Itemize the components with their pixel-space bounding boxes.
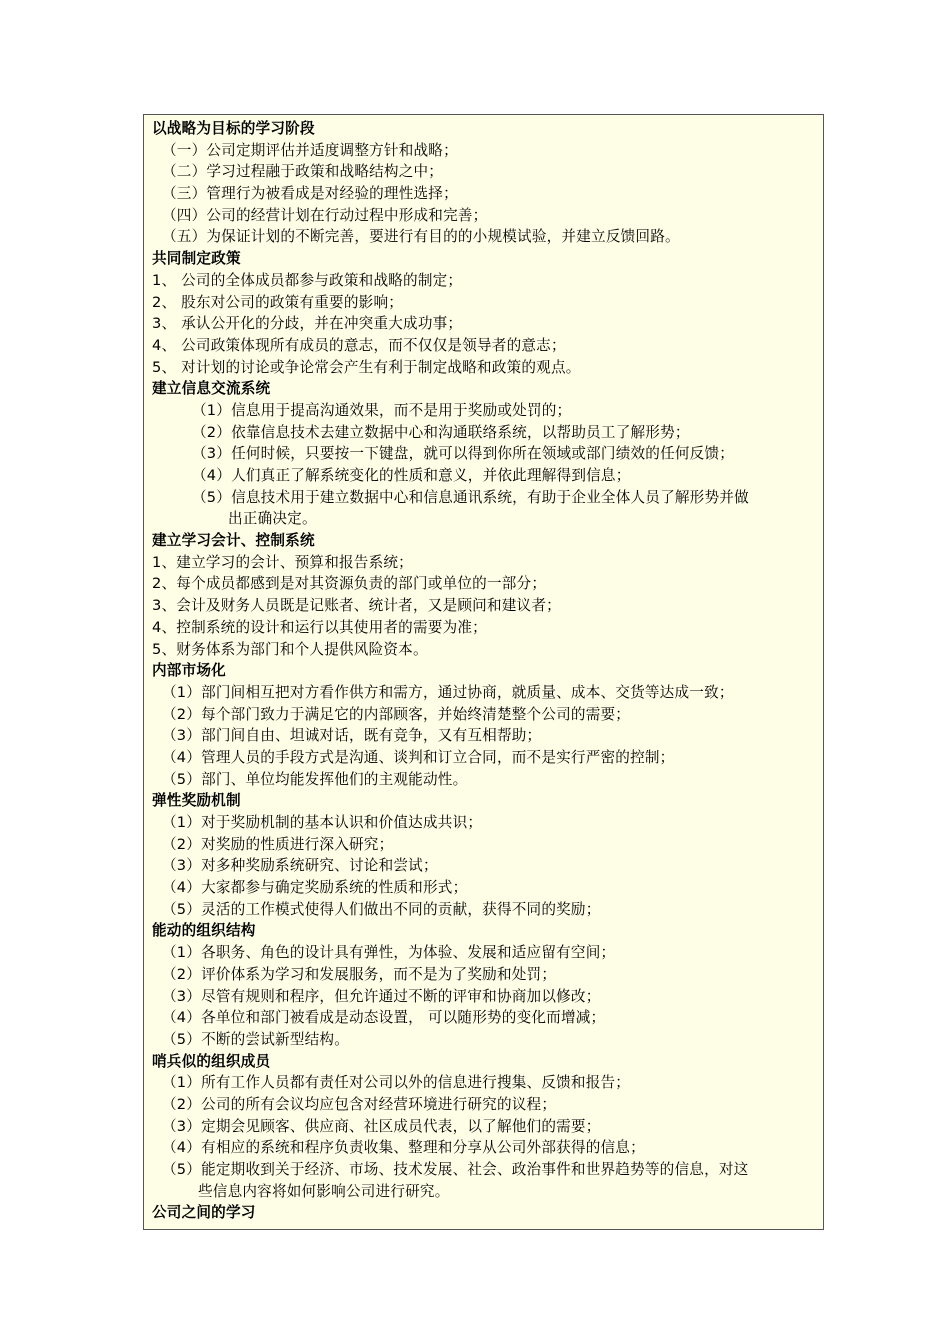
section-heading: 内部市场化 xyxy=(152,662,226,680)
list-item: 2、每个成员都感到是对其资源负责的部门或单位的一部分； xyxy=(152,575,547,593)
list-item: （四）公司的经营计划在行动过程中形成和完善； xyxy=(162,206,488,224)
list-item: （三）管理行为被看成是对经验的理性选择； xyxy=(162,185,458,203)
list-item: 1、 公司的全体成员都参与政策和战略的制定； xyxy=(152,271,463,289)
list-item: （4）大家都参与确定奖励系统的性质和形式； xyxy=(162,879,468,897)
section-heading: 建立学习会计、控制系统 xyxy=(152,532,315,550)
list-item: 2、 股东对公司的政策有重要的影响； xyxy=(152,293,404,311)
section-heading: 能动的组织结构 xyxy=(152,922,256,940)
list-item: （2）评价体系为学习和发展服务，而不是为了奖励和处罚； xyxy=(162,965,557,983)
list-item: （3）定期会见顾客、供应商、社区成员代表，以了解他们的需要； xyxy=(162,1117,601,1135)
list-item: （一）公司定期评估并适度调整方针和战略； xyxy=(162,141,458,159)
list-item: 5、 对计划的讨论或争论常会产生有利于制定战略和政策的观点。 xyxy=(152,358,581,376)
list-item: （2）对奖励的性质进行深入研究； xyxy=(162,835,394,853)
section-heading: 建立信息交流系统 xyxy=(152,380,271,398)
list-item: （2）公司的所有会议均应包含对经营环境进行研究的议程； xyxy=(162,1095,557,1113)
list-item: （二）学习过程融于政策和战略结构之中； xyxy=(162,163,444,181)
list-item: （1）部门间相互把对方看作供方和需方，通过协商，就质量、成本、交货等达成一致； xyxy=(162,683,734,701)
list-item: （1）对于奖励机制的基本认识和价值达成共识； xyxy=(162,814,483,832)
list-item-wrapped xyxy=(152,1159,817,1202)
list-item: （3）对多种奖励系统研究、讨论和尝试； xyxy=(162,857,438,875)
list-item: （3）任何时候，只要按一下键盘，就可以得到你所在领域或部门绩效的任何反馈； xyxy=(192,445,735,463)
list-item-wrapped xyxy=(152,487,817,530)
list-item-continuation: 出正确决定。 xyxy=(228,510,317,528)
list-item: 1、建立学习的会计、预算和报告系统； xyxy=(152,553,413,571)
list-item-continuation: 些信息内容将如何影响公司进行研究。 xyxy=(198,1182,450,1200)
section-heading: 弹性奖励机制 xyxy=(152,792,241,810)
section-heading: 公司之间的学习 xyxy=(152,1204,256,1222)
list-item: （4）人们真正了解系统变化的性质和意义，并依此理解得到信息； xyxy=(192,467,631,484)
list-item: （五）为保证计划的不断完善，要进行有目的的小规模试验，并建立反馈回路。 xyxy=(162,228,680,246)
section-heading: 以战略为目标的学习阶段 xyxy=(152,120,315,137)
list-item-line: （5）能定期收到关于经济、市场、技术发展、社会、政治事件和世界趋势等的信息，对这 xyxy=(162,1161,749,1179)
list-item: 5、财务体系为部门和个人提供风险资本。 xyxy=(152,640,428,658)
list-item: 4、控制系统的设计和运行以其使用者的需要为准； xyxy=(152,618,487,636)
list-item: （1）信息用于提高沟通效果，而不是用于奖励或处罚的； xyxy=(192,401,572,419)
list-item: （4）各单位和部门被看成是动态设置， 可以随形势的变化而增减； xyxy=(162,1009,606,1027)
list-item: （3）部门间自由、坦诚对话，既有竞争，又有互相帮助； xyxy=(162,727,542,745)
list-item: （2）依靠信息技术去建立数据中心和沟通联络系统，以帮助员工了解形势； xyxy=(192,423,690,441)
list-item: （2）每个部门致力于满足它的内部顾客，并始终清楚整个公司的需要； xyxy=(162,705,631,723)
list-item: （5）部门、单位均能发挥他们的主观能动性。 xyxy=(162,770,468,788)
list-item: （4）有相应的系统和程序负责收集、整理和分享从公司外部获得的信息； xyxy=(162,1139,645,1157)
list-item: （1）所有工作人员都有责任对公司以外的信息进行搜集、反馈和报告； xyxy=(162,1074,631,1092)
list-item: （3）尽管有规则和程序，但允许通过不断的评审和协商加以修改； xyxy=(162,987,601,1005)
list-item: 4、 公司政策体现所有成员的意志，而不仅仅是领导者的意志； xyxy=(152,336,566,354)
list-item: （5）不断的尝试新型结构。 xyxy=(162,1030,350,1048)
list-item: （5）灵活的工作模式使得人们做出不同的贡献，获得不同的奖励； xyxy=(162,900,601,918)
list-item-line: （5）信息技术用于建立数据中心和信息通讯系统，有助于企业全体人员了解形势并做 xyxy=(192,488,749,506)
section-heading: 共同制定政策 xyxy=(152,250,241,268)
list-item: 3、会计及财务人员既是记账者、统计者，又是顾问和建议者； xyxy=(152,597,561,615)
list-item: （1）各职务、角色的设计具有弹性，为体验、发展和适应留有空间； xyxy=(162,944,616,962)
list-item: （4）管理人员的手段方式是沟通、谈判和订立合同，而不是实行严密的控制； xyxy=(162,748,675,766)
section-heading: 哨兵似的组织成员 xyxy=(152,1052,271,1070)
list-item: 3、 承认公开化的分歧，并在冲突重大成功事； xyxy=(152,315,463,333)
content-box xyxy=(143,114,824,1230)
